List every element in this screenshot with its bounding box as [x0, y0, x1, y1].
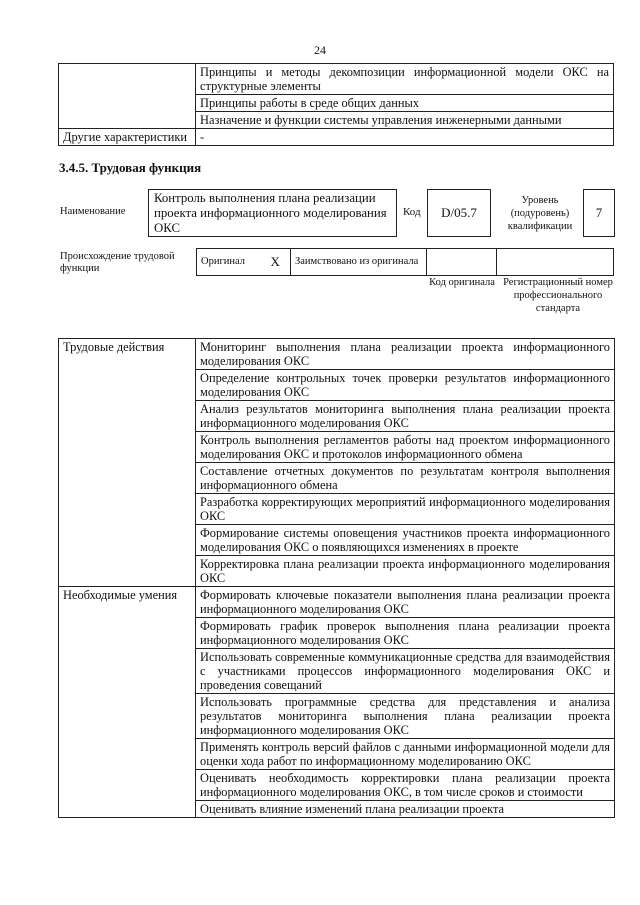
knowledge-continuation-table	[58, 63, 614, 146]
table-row	[59, 64, 614, 95]
section-title: 3.4.5. Трудовая функция	[59, 160, 202, 175]
knowledge-item: Назначение и функции системы управления инженерными данными	[196, 112, 614, 129]
borrowed-label: Заимствовано из оригинала	[291, 249, 427, 276]
knowledge-item: Принципы работы в среде общих данных	[196, 95, 614, 112]
original-code-cell	[427, 249, 497, 276]
labor-action-item: Контроль выполнения регламентов работы над проектом информационного моделирования ОКС и протоколов информационного обмена	[196, 432, 615, 463]
labor-action-item: Анализ результатов мониторинга выполнения плана реализации проекта информационного моделирования ОКС	[196, 401, 615, 432]
other-characteristics-value: -	[196, 129, 614, 146]
skill-item: Использовать современные коммуникационные средства для взаимодействия с участниками процессов информационного моделирования ОКС и проведения совещаний	[196, 649, 615, 694]
labor-action-item: Корректировка плана реализации проекта информационного моделирования ОКС	[196, 556, 615, 587]
table-row	[59, 339, 615, 370]
level-label: Уровень (подуровень) квалификации	[507, 195, 573, 232]
original-mark: X	[261, 249, 291, 276]
skill-item: Использовать программные средства для представления и анализа результатов мониторинга выполнения плана реализации проекта информационного моделирования ОКС	[196, 694, 615, 739]
labor-actions-label: Трудовые действия	[59, 339, 196, 587]
function-code: D/05.7	[427, 189, 491, 237]
page-number: 24	[314, 43, 326, 57]
other-characteristics-label: Другие характеристики	[59, 129, 196, 146]
qualification-level: 7	[583, 189, 615, 237]
code-original-caption: Код оригинала	[429, 277, 495, 288]
skill-item: Формировать ключевые показатели выполнения плана реализации проекта информационного моделирования ОКС	[196, 587, 615, 618]
table-row	[59, 587, 615, 618]
function-details-table	[58, 338, 615, 818]
registration-number-cell	[497, 249, 614, 276]
skill-item: Оценивать необходимость корректировки плана реализации проекта информационного моделирования ОКС, в том числе сроков и стоимости	[196, 770, 615, 801]
knowledge-item: Принципы и методы декомпозиции информационной модели ОКС на структурные элементы	[196, 64, 614, 95]
labor-action-item: Разработка корректирующих мероприятий информационного моделирования ОКС	[196, 494, 615, 525]
empty-category-cell	[59, 64, 196, 129]
origin-table	[196, 248, 614, 276]
code-label: Код	[403, 206, 421, 218]
skill-item: Формировать график проверок выполнения плана реализации проекта информационного моделирования ОКС	[196, 618, 615, 649]
original-label: Оригинал	[197, 249, 261, 276]
table-row	[197, 249, 614, 276]
labor-action-item: Мониторинг выполнения плана реализации проекта информационного моделирования ОКС	[196, 339, 615, 370]
labor-action-item: Формирование системы оповещения участников проекта информационного моделирования ОКС о появляющихся изменениях в проекте	[196, 525, 615, 556]
name-label: Наименование	[60, 206, 126, 217]
skill-item: Применять контроль версий файлов с данными информационной модели для оценки хода работ по информационному моделированию ОКС	[196, 739, 615, 770]
skill-item: Оценивать влияние изменений плана реализации проекта	[196, 801, 615, 818]
labor-action-item: Составление отчетных документов по результатам контроля выполнения информационного обмена	[196, 463, 615, 494]
table-row	[59, 129, 614, 146]
labor-action-item: Определение контрольных точек проверки результатов информационного моделирования ОКС	[196, 370, 615, 401]
origin-label: Происхождение трудовой функции	[60, 251, 175, 274]
function-name: Контроль выполнения плана реализации проекта информационного моделирования ОКС	[148, 189, 397, 237]
registration-number-caption: Регистрационный номер профессионального стандарта	[503, 277, 613, 314]
required-skills-label: Необходимые умения	[59, 587, 196, 818]
